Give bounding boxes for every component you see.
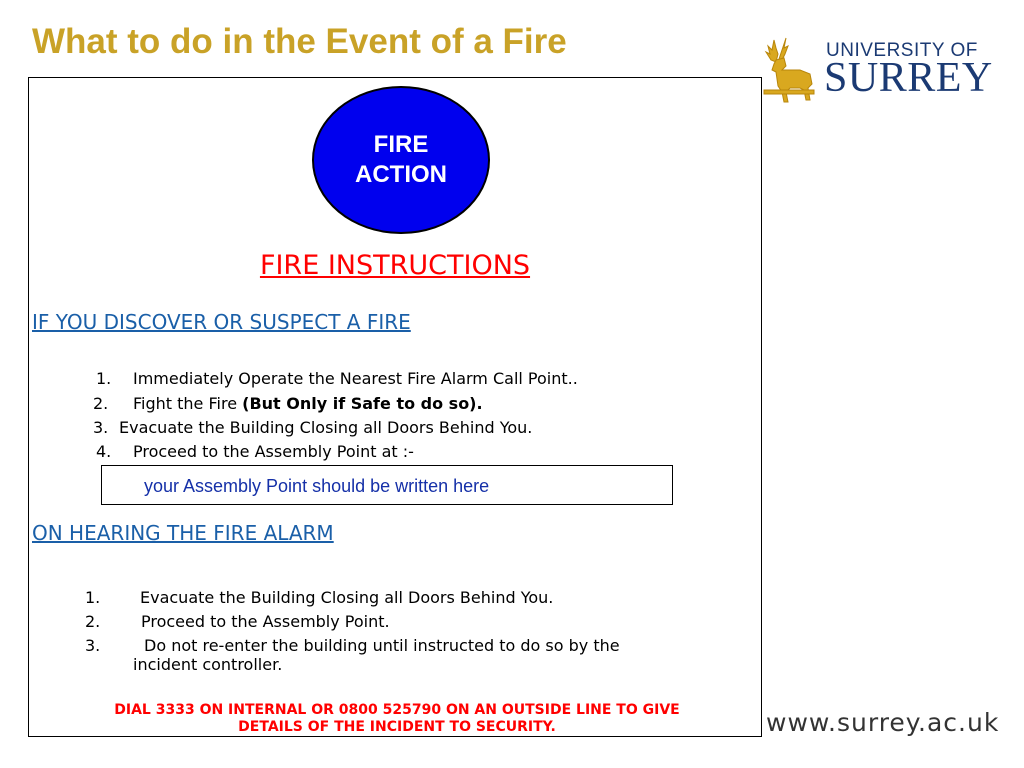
discover-step-4: 4. Proceed to the Assembly Point at :- <box>96 442 414 461</box>
logo-line1: UNIVERSITY OF <box>826 40 978 61</box>
alarm-step-2: 2. Proceed to the Assembly Point. <box>85 612 390 631</box>
badge-line1: FIRE <box>373 131 429 158</box>
alarm-heading: ON HEARING THE FIRE ALARM <box>32 521 334 545</box>
discover-step-2: 2. Fight the Fire (But Only if Safe to do so). <box>93 394 483 413</box>
discover-step-3: 3. Evacuate the Building Closing all Doors Behind You. <box>93 418 533 437</box>
emergency-dial-notice: DIAL 3333 ON INTERNAL OR 0800 525790 ON AN OUTSIDE LINE TO GIVE DETAILS OF THE INCIDENT TO SECURITY. <box>114 702 680 735</box>
alarm-step-3-continued: incident controller. <box>133 655 283 674</box>
discover-step-1: 1. Immediately Operate the Nearest Fire Alarm Call Point.. <box>96 369 578 388</box>
fire-instructions-heading: FIRE INSTRUCTIONS <box>259 250 531 281</box>
fire-action-badge <box>312 86 490 234</box>
logo-line2: SURREY <box>824 55 993 101</box>
website-url: www.surrey.ac.uk <box>766 708 1000 737</box>
alarm-step-3: 3. Do not re-enter the building until instructed to do so by the <box>85 636 620 655</box>
assembly-point-placeholder: your Assembly Point should be written here <box>144 476 490 496</box>
badge-line2: ACTION <box>355 161 447 188</box>
alarm-step-1: 1. Evacuate the Building Closing all Doors Behind You. <box>85 588 554 607</box>
stag-icon <box>760 36 820 106</box>
discover-heading: IF YOU DISCOVER OR SUSPECT A FIRE <box>32 310 411 334</box>
slide-title: What to do in the Event of a Fire <box>32 22 567 61</box>
university-logo <box>760 30 996 110</box>
assembly-point-field[interactable] <box>101 465 673 505</box>
fire-action-notice <box>28 77 762 737</box>
